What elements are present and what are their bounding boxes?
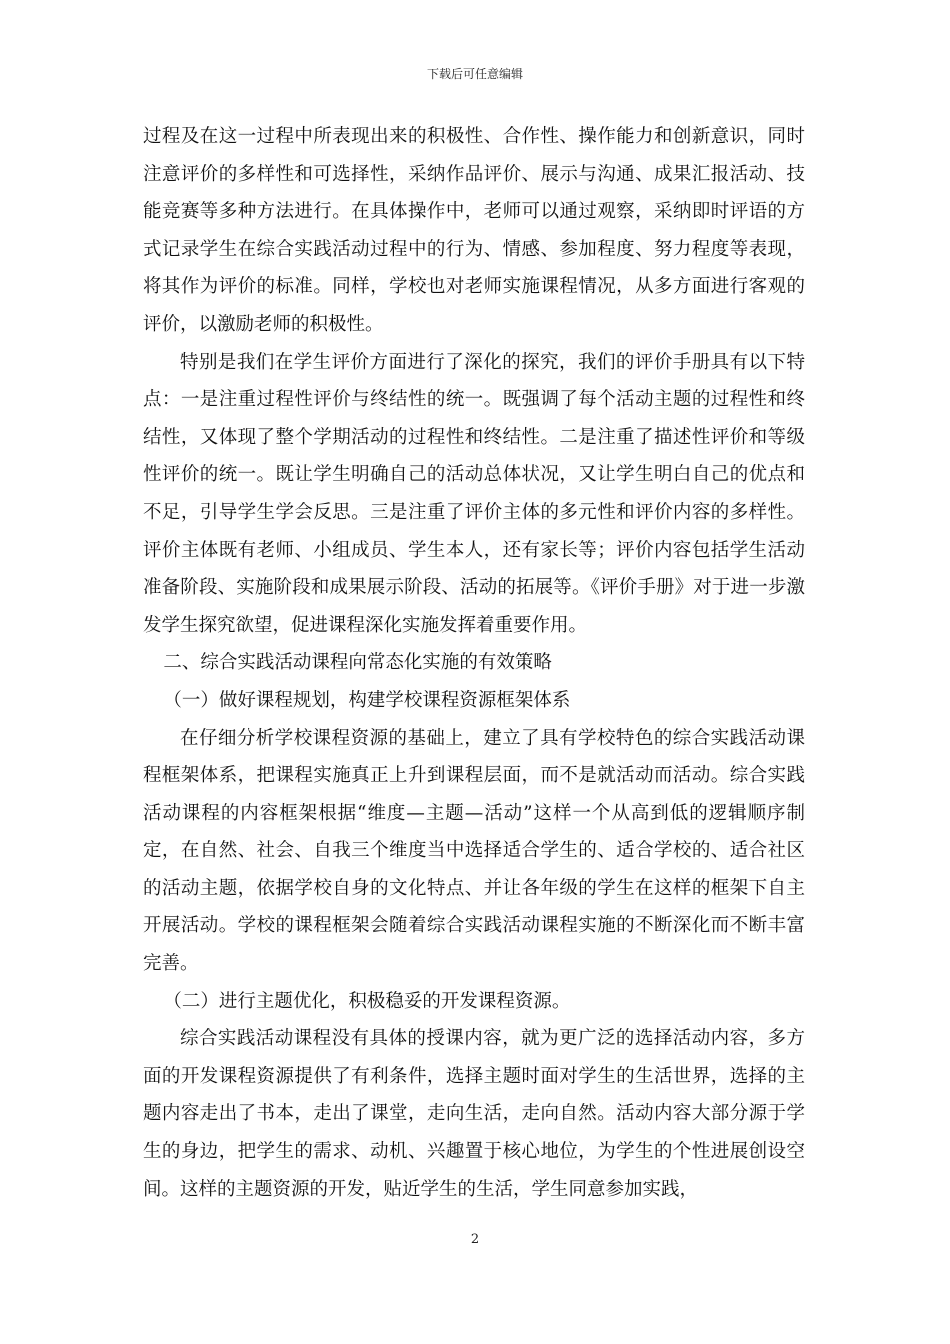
page-header-note: 下载后可任意编辑 — [426, 67, 523, 81]
paragraph-evaluation-continued: 过程及在这一过程中所表现出来的积极性、合作性、操作能力和创新意识，同时注意评价的多样性和可选择性，采纳作品评价、展示与沟通、成果汇报活动、技能竞赛等多种方法进行。在具体操作中，老师可以通过观察，采纳即时评语的方式记录学生在综合实践活动过程中的行为、情感、参加程度、努力程度等表现，将其作为评价的标准。同样，学校也对老师实施课程情况，从多方面进行客观的评价，以激励老师的积极性。 — [143, 126, 805, 335]
paragraph-resource-development: 综合实践活动课程没有具体的授课内容，就为更广泛的选择活动内容，多方面的开发课程资源提供了有利条件，选择主题时面对学生的生活世界，选择的主题内容走出了书本，走出了课堂，走向生活，走向自然。活动内容大部分源于学生的身边，把学生的需求、动机、兴趣置于核心地位，为学生的个性进展创设空间。这样的主题资源的开发，贴近学生的生活，学生同意参加实践， — [143, 1028, 805, 1200]
subsection-heading-planning: （一）做好课程规划，构建学校课程资源框架体系 — [163, 689, 571, 711]
subsection-heading-topic-optimization: （二）进行主题优化，积极稳妥的开发课程资源。 — [163, 990, 571, 1012]
document-body — [143, 118, 805, 1208]
page-number: 2 — [470, 1232, 480, 1247]
section-heading-strategies: 二、综合实践活动课程向常态化实施的有效策略 — [163, 652, 552, 674]
paragraph-evaluation-handbook: 特别是我们在学生评价方面进行了深化的探究，我们的评价手册具有以下特点：一是注重过程性评价与终结性的统一。既强调了每个活动主题的过程性和终结性，又体现了整个学期活动的过程性和终结性。二是注重了描述性评价和等级性评价的统一。既让学生明确自己的活动总体状况，又让学生明白自己的优点和不足，引导学生学会反思。三是注重了评价主体的多元性和评价内容的多样性。评价主体既有老师、小组成员、学生本人，还有家长等；评价内容包括学生活动准备阶段、实施阶段和成果展示阶段、活动的拓展等。《评价手册》对于进一步激发学生探究欲望，促进课程深化实施发挥着重要作用。 — [143, 351, 805, 636]
paragraph-curriculum-framework: 在仔细分析学校课程资源的基础上，建立了具有学校特色的综合实践活动课程框架体系，把课程实施真正上升到课程层面，而不是就活动而活动。综合实践活动课程的内容框架根据“维度—主题—活动”这样一个从高到低的逻辑顺序制定，在自然、社会、自我三个维度当中选择适合学生的、适合学校的、适合社区的活动主题，依据学校自身的文化特点、并让各年级的学生在这样的框架下自主开展活动。学校的课程框架会随着综合实践活动课程实施的不断深化而不断丰富完善。 — [143, 727, 805, 975]
